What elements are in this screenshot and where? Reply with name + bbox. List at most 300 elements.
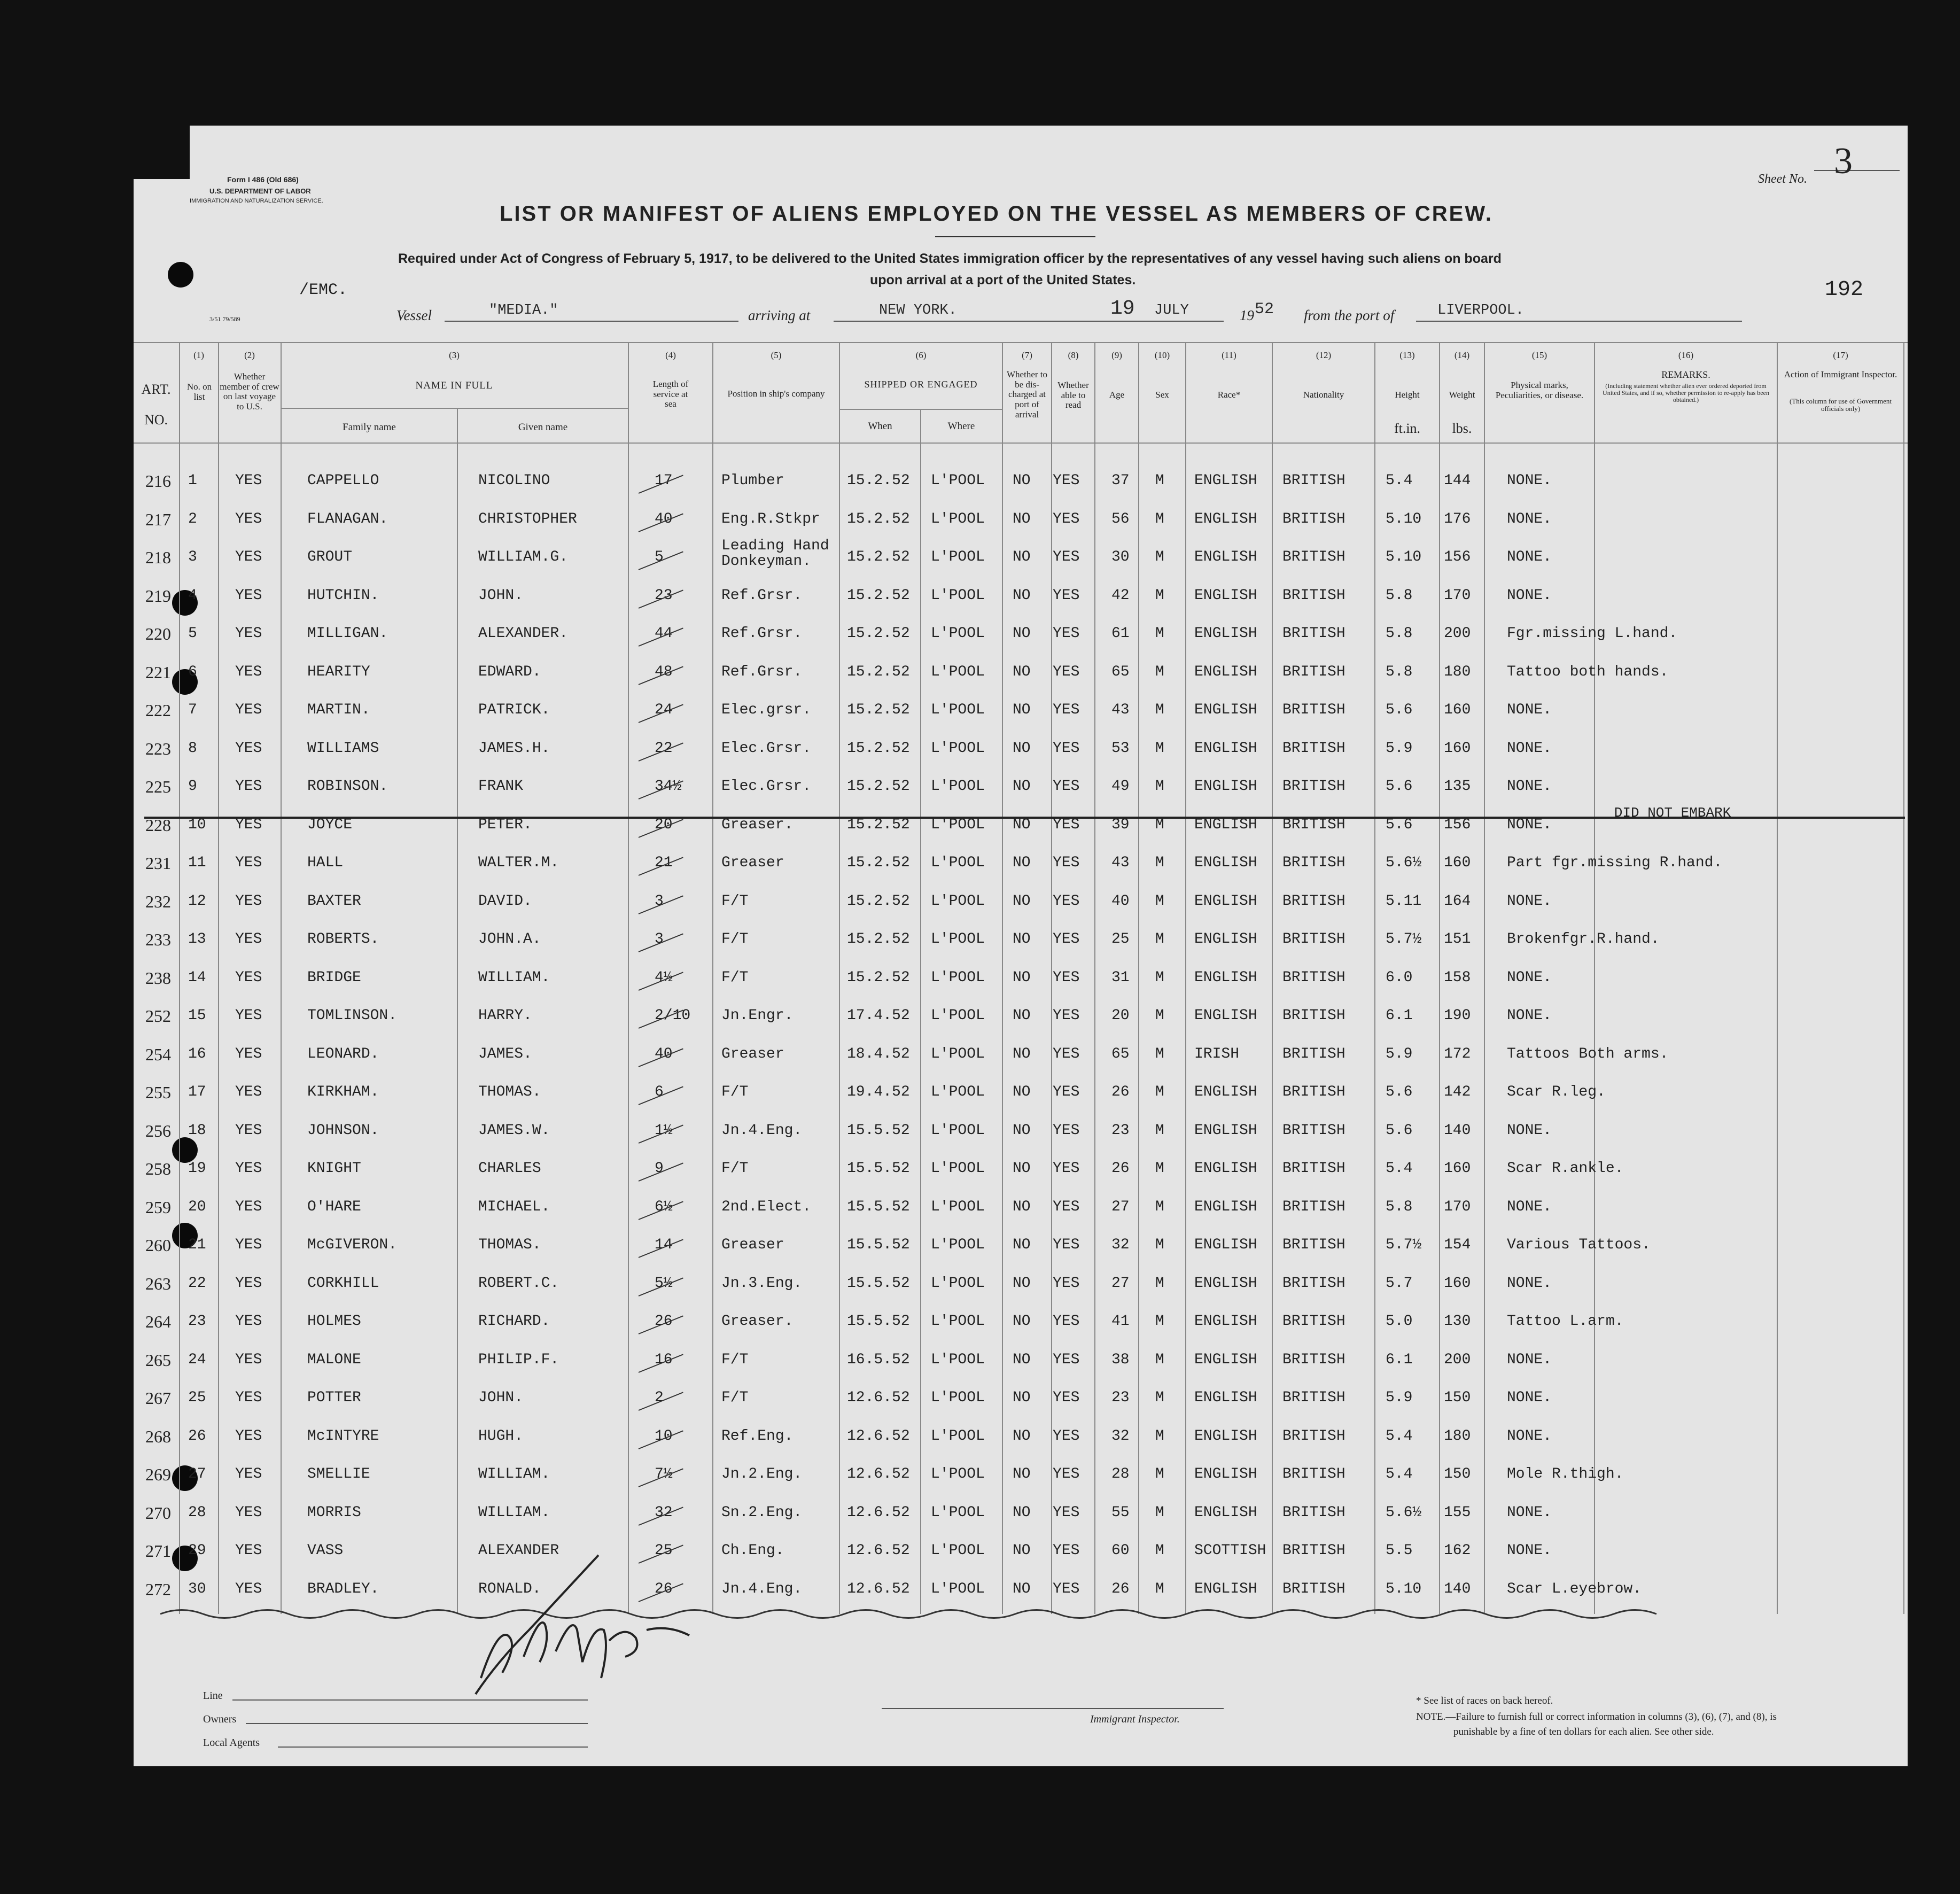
sheet-number: 3 [1834,141,1853,182]
col15-number: (15) [1531,350,1547,360]
no-on-list-header: No. on list [186,382,212,402]
nationality: BRITISH [1282,892,1345,910]
art-number: 225 [145,777,171,796]
family-name: McGIVERON. [307,1237,398,1253]
given-name: PATRICK. [478,702,550,718]
table-header-rule [134,443,1908,444]
sex: M [1155,472,1164,489]
nationality: BRITISH [1282,778,1345,795]
shipped-where: L'POOL [931,1198,985,1215]
family-name: BRADLEY. [307,1580,379,1597]
nationality: BRITISH [1282,1275,1345,1292]
race: ENGLISH [1194,1466,1257,1482]
torn-corner [134,126,190,179]
height: 5.7 [1386,1275,1413,1292]
given-name: PETER. [478,816,532,833]
discharged-at-port: NO [1013,1122,1031,1139]
able-to-read: YES [1053,1580,1080,1597]
height: 6.1 [1386,1351,1413,1368]
art-number: 258 [145,1159,171,1178]
table-row [0,1076,1902,1111]
member-last-voyage: YES [235,1390,262,1406]
table-row [0,733,1902,767]
weight: 172 [1444,1045,1471,1062]
given-name: WILLIAM.G. [478,549,569,565]
sex: M [1155,1007,1164,1024]
ship-position: Jn.4.Eng. [721,1580,803,1597]
when-header: When [868,421,892,432]
sex: M [1155,1198,1164,1215]
list-number: 29 [188,1542,206,1559]
col16-number: (16) [1678,350,1694,360]
art-number: 221 [145,662,171,682]
col17-number: (17) [1833,350,1848,360]
art-number: 268 [145,1426,171,1446]
owners-field[interactable] [246,1723,588,1724]
height: 5.4 [1386,472,1413,489]
member-last-voyage: YES [235,549,262,565]
sheet-label: Sheet No. [1758,172,1807,186]
shipped-where: L'POOL [931,778,985,795]
physical-marks: NONE. [1507,1122,1552,1139]
shipped-when: 15.2.52 [847,778,910,795]
weight: 150 [1444,1466,1471,1482]
shipped-when: 15.2.52 [847,587,910,604]
able-to-read: YES [1053,472,1080,489]
table-row [0,1382,1902,1416]
list-number: 19 [188,1160,206,1177]
member-last-voyage: YES [235,855,262,871]
emc-mark: /EMC. [299,281,348,299]
ship-position: Ref.Grsr. [721,587,803,604]
able-to-read: YES [1053,931,1080,948]
col6-number: (6) [915,350,927,360]
given-name: MICHAEL. [478,1198,550,1215]
ship-position: Greaser [721,1237,784,1253]
physical-marks: NONE. [1507,587,1552,604]
discharged-at-port: NO [1013,587,1031,604]
shipped-when: 15.2.52 [847,472,910,489]
member-last-voyage: YES [235,1045,262,1062]
member-last-voyage: YES [235,1351,262,1368]
weight: 156 [1444,549,1471,565]
col1-number: (1) [193,350,204,360]
height: 5.8 [1386,663,1413,680]
able-to-read: YES [1053,740,1080,757]
list-number: 8 [188,740,197,757]
list-number: 7 [188,702,197,718]
height: 5.6 [1386,1122,1413,1139]
action-header: Action of Immigrant Inspector. [1784,369,1897,379]
length-of-service: 25 [655,1542,673,1559]
shipped-where: L'POOL [931,740,985,757]
weight: 150 [1444,1390,1471,1406]
nationality: BRITISH [1282,969,1345,986]
member-last-voyage: YES [235,1122,262,1139]
age: 40 [1111,892,1130,910]
sex: M [1155,1427,1164,1445]
nationality: BRITISH [1282,816,1345,833]
arrival-month: JULY [1154,302,1189,319]
discharged-at-port: NO [1013,892,1031,910]
physical-marks: Various Tattoos. [1507,1237,1651,1253]
list-number: 30 [188,1580,206,1597]
art-number: 231 [145,853,171,873]
family-name: POTTER [307,1390,361,1406]
physical-marks: NONE. [1507,510,1552,527]
given-name: JOHN.A. [478,931,541,948]
height: 5.6 [1386,816,1413,833]
age: 26 [1111,1580,1130,1597]
length-of-service: 5½ [655,1275,673,1292]
discharged-at-port: NO [1013,1275,1031,1292]
member-last-voyage: YES [235,702,262,718]
art-number: 238 [145,968,171,988]
age: 49 [1111,778,1130,795]
able-to-read: YES [1053,1122,1080,1139]
shipped-when: 12.6.52 [847,1390,910,1406]
length-of-service: 1½ [655,1122,673,1139]
member-last-voyage: YES [235,1542,262,1559]
age: 38 [1111,1351,1130,1368]
discharged-at-port: NO [1013,1466,1031,1482]
discharged-at-port: NO [1013,816,1031,833]
weight: 156 [1444,816,1471,833]
shipped-when: 15.5.52 [847,1313,910,1330]
family-name: TOMLINSON. [307,1007,398,1024]
shipped-when: 12.6.52 [847,1427,910,1445]
physical-marks: NONE. [1507,1390,1552,1406]
ship-position: Jn.2.Eng. [721,1466,803,1482]
race: ENGLISH [1194,1313,1257,1330]
shipped-where: L'POOL [931,1007,985,1024]
length-of-service: 44 [655,625,673,642]
list-number: 1 [188,472,197,489]
shipped-where: L'POOL [931,969,985,986]
nationality: BRITISH [1282,625,1345,642]
physical-marks: NONE. [1507,1198,1552,1215]
list-number: 25 [188,1390,206,1406]
ship-position: Jn.3.Eng. [721,1275,803,1292]
sex: M [1155,1122,1164,1139]
given-name: RONALD. [478,1580,541,1597]
ship-position: Jn.Engr. [721,1007,794,1024]
discharged-at-port: NO [1013,1351,1031,1368]
given-name: FRANK [478,778,524,795]
name-sub-rule [281,408,628,409]
shipped-where: L'POOL [931,1466,985,1482]
member-last-voyage: YES [235,1427,262,1445]
able-to-read: YES [1053,816,1080,833]
length-of-service: 16 [655,1351,673,1368]
given-name: WALTER.M. [478,855,559,871]
col9-number: (9) [1111,350,1122,360]
weight: 142 [1444,1084,1471,1100]
weight: 180 [1444,663,1471,680]
age: 28 [1111,1466,1130,1482]
line-label: Line [203,1690,223,1702]
shipped-when: 15.2.52 [847,549,910,565]
nationality: BRITISH [1282,1237,1345,1253]
discharged-at-port: NO [1013,740,1031,757]
length-of-service: 2 [655,1390,664,1406]
shipped-where: L'POOL [931,1580,985,1597]
height: 5.7½ [1386,931,1422,948]
physical-marks: NONE. [1507,702,1552,718]
col2-number: (2) [244,350,255,360]
able-to-read: YES [1053,1237,1080,1253]
member-last-voyage: YES [235,969,262,986]
art-number: 267 [145,1388,171,1408]
shipped-when: 15.2.52 [847,663,910,680]
length-of-service: 40 [655,1045,673,1062]
shipped-when: 15.2.52 [847,740,910,757]
age: 43 [1111,855,1130,871]
ship-position: Ch.Eng. [721,1542,784,1559]
age: 20 [1111,1007,1130,1024]
member-last-voyage: YES [235,1198,262,1215]
col4-number: (4) [665,350,676,360]
weight: 160 [1444,855,1471,871]
table-row [0,1573,1902,1608]
sheet-line [1814,170,1900,171]
nationality: BRITISH [1282,472,1345,489]
race: ENGLISH [1194,1237,1257,1253]
able-to-read: YES [1053,1351,1080,1368]
given-name: HARRY. [478,1007,532,1024]
list-number: 24 [188,1351,206,1368]
art-number: 255 [145,1083,171,1102]
shipped-where: L'POOL [931,1045,985,1062]
list-number: 26 [188,1427,206,1445]
ship-position: Jn.4.Eng. [721,1122,803,1139]
member-last-voyage: YES [235,1084,262,1100]
shipped-where: L'POOL [931,1313,985,1330]
family-name: GROUT [307,549,353,565]
family-name: CAPPELLO [307,472,379,489]
given-name: JAMES.H. [478,740,550,757]
able-to-read: YES [1053,1466,1080,1482]
family-name: SMELLIE [307,1466,370,1482]
shipped-where: L'POOL [931,587,985,604]
shipped-where: L'POOL [931,1427,985,1445]
form-number: Form I 486 (Old 686) [227,175,299,184]
height: 5.0 [1386,1313,1413,1330]
family-name-header: Family name [343,422,396,433]
family-name: KIRKHAM. [307,1084,379,1100]
where-header: Where [947,421,975,432]
shipped-when: 15.2.52 [847,855,910,871]
subtitle-line2: upon arrival at a port of the United States. [870,273,1136,288]
sex: M [1155,740,1164,757]
race: ENGLISH [1194,663,1257,680]
ship-position: F/T [721,1351,749,1368]
position-header: Position in ship's company [727,389,825,399]
height: 5.4 [1386,1427,1413,1445]
art-number: 265 [145,1350,171,1370]
member-last-voyage: YES [235,1313,262,1330]
nationality: BRITISH [1282,702,1345,718]
physical-marks: NONE. [1507,892,1552,910]
strike-through-line [144,817,1905,819]
small-code: 3/51 79/589 [209,315,240,323]
able-to-read: YES [1053,625,1080,642]
sex: M [1155,969,1164,986]
given-name: JOHN. [478,587,524,604]
table-row [0,1115,1902,1149]
sex: M [1155,1466,1164,1482]
member-last-voyage: YES [235,740,262,757]
art-number: 218 [145,548,171,567]
weight: 170 [1444,1198,1471,1215]
art-number: 219 [145,586,171,606]
discharged-at-port: NO [1013,510,1031,527]
nationality: BRITISH [1282,855,1345,871]
physical-marks: Scar R.ankle. [1507,1160,1624,1177]
table-row [0,465,1902,499]
sex: M [1155,931,1164,948]
sex: M [1155,816,1164,833]
art-number: 220 [145,624,171,643]
member-last-voyage: YES [235,1275,262,1292]
age: 61 [1111,625,1130,642]
given-name: WILLIAM. [478,969,550,986]
able-to-read: YES [1053,663,1080,680]
physical-marks: NONE. [1507,1007,1552,1024]
given-name: DAVID. [478,892,532,910]
shipped-where: L'POOL [931,663,985,680]
table-row [0,1000,1902,1034]
shipped-when: 15.2.52 [847,702,910,718]
discharged-at-port: NO [1013,702,1031,718]
physical-marks: NONE. [1507,472,1552,489]
member-last-voyage: YES [235,587,262,604]
list-number: 17 [188,1084,206,1100]
weight: 190 [1444,1007,1471,1024]
arriving-port: NEW YORK. [879,302,957,319]
given-name: THOMAS. [478,1084,541,1100]
race: SCOTTISH [1194,1542,1266,1559]
sex: M [1155,1084,1164,1100]
list-number: 6 [188,663,197,680]
able-to-read: YES [1053,855,1080,871]
discharged-at-port: NO [1013,1007,1031,1024]
given-name: HUGH. [478,1427,524,1445]
weight: 160 [1444,740,1471,757]
weight: 170 [1444,587,1471,604]
weight: 162 [1444,1542,1471,1559]
given-name-header: Given name [518,422,568,433]
shipped-where: L'POOL [931,1122,985,1139]
local-agents-field[interactable] [278,1746,588,1748]
ship-position: Elec.Grsr. [721,740,812,757]
shipped-when: 15.2.52 [847,816,910,833]
height: 5.7½ [1386,1237,1422,1253]
age: 23 [1111,1122,1130,1139]
length-service-header: Length of service at sea [652,379,689,409]
arriving-line [834,321,1224,322]
length-of-service: 34½ [655,778,682,795]
art-number: 223 [145,739,171,758]
art-number: 252 [145,1006,171,1026]
able-to-read: YES [1053,549,1080,565]
ship-position: F/T [721,969,749,986]
age: 37 [1111,472,1130,489]
list-number: 13 [188,931,206,948]
title-rule [935,236,1095,237]
race: ENGLISH [1194,1122,1257,1139]
height: 5.4 [1386,1160,1413,1177]
ship-position: Greaser [721,1045,784,1062]
col3-number: (3) [449,350,460,360]
shipped-where: L'POOL [931,892,985,910]
ship-position: Greaser. [721,816,794,833]
art-number: 260 [145,1236,171,1255]
col5-number: (5) [771,350,782,360]
punch-hole [168,262,193,288]
age: 53 [1111,740,1130,757]
able-to-read: YES [1053,587,1080,604]
sex: M [1155,1045,1164,1062]
inspector-signature-line[interactable] [882,1708,1224,1709]
weight: 200 [1444,625,1471,642]
shipped-header: SHIPPED OR ENGAGED [864,379,978,390]
arrival-day: 19 [1110,297,1135,320]
table-row [0,804,1902,843]
end-of-list-wave [160,1603,1683,1625]
physical-marks: NONE. [1507,778,1552,795]
discharged-at-port: NO [1013,663,1031,680]
service-label: IMMIGRATION AND NATURALIZATION SERVICE. [190,198,323,204]
shipped-where: L'POOL [931,702,985,718]
shipped-when: 15.2.52 [847,931,910,948]
physical-marks: Mole R.thigh. [1507,1466,1624,1482]
sex: M [1155,778,1164,795]
race: ENGLISH [1194,1007,1257,1024]
length-of-service: 24 [655,702,673,718]
table-row [0,1229,1902,1263]
length-of-service: 9 [655,1160,664,1177]
able-read-header: Whether able to read [1057,380,1089,410]
line-field[interactable] [232,1699,588,1701]
vessel-name: "MEDIA." [489,302,558,319]
art-number: 269 [145,1465,171,1484]
shipped-where: L'POOL [931,1390,985,1406]
race: ENGLISH [1194,1084,1257,1100]
list-number: 28 [188,1504,206,1521]
weight: 160 [1444,1160,1471,1177]
ship-position: Elec.grsr. [721,702,812,718]
weight: 180 [1444,1427,1471,1445]
weight-unit: lbs. [1452,421,1472,436]
race: ENGLISH [1194,1198,1257,1215]
sex: M [1155,1237,1164,1253]
age: 43 [1111,702,1130,718]
age: 55 [1111,1504,1130,1521]
col14-number: (14) [1454,350,1470,360]
nationality: BRITISH [1282,1198,1345,1215]
art-number: 233 [145,930,171,949]
nationality: BRITISH [1282,549,1345,565]
given-name: WILLIAM. [478,1466,550,1482]
race: ENGLISH [1194,1580,1257,1597]
physical-marks: Tattoo L.arm. [1507,1313,1624,1330]
race: ENGLISH [1194,587,1257,604]
length-of-service: 17 [655,472,673,489]
height: 5.10 [1386,549,1422,565]
age: 39 [1111,816,1130,833]
weight: 155 [1444,1504,1471,1521]
